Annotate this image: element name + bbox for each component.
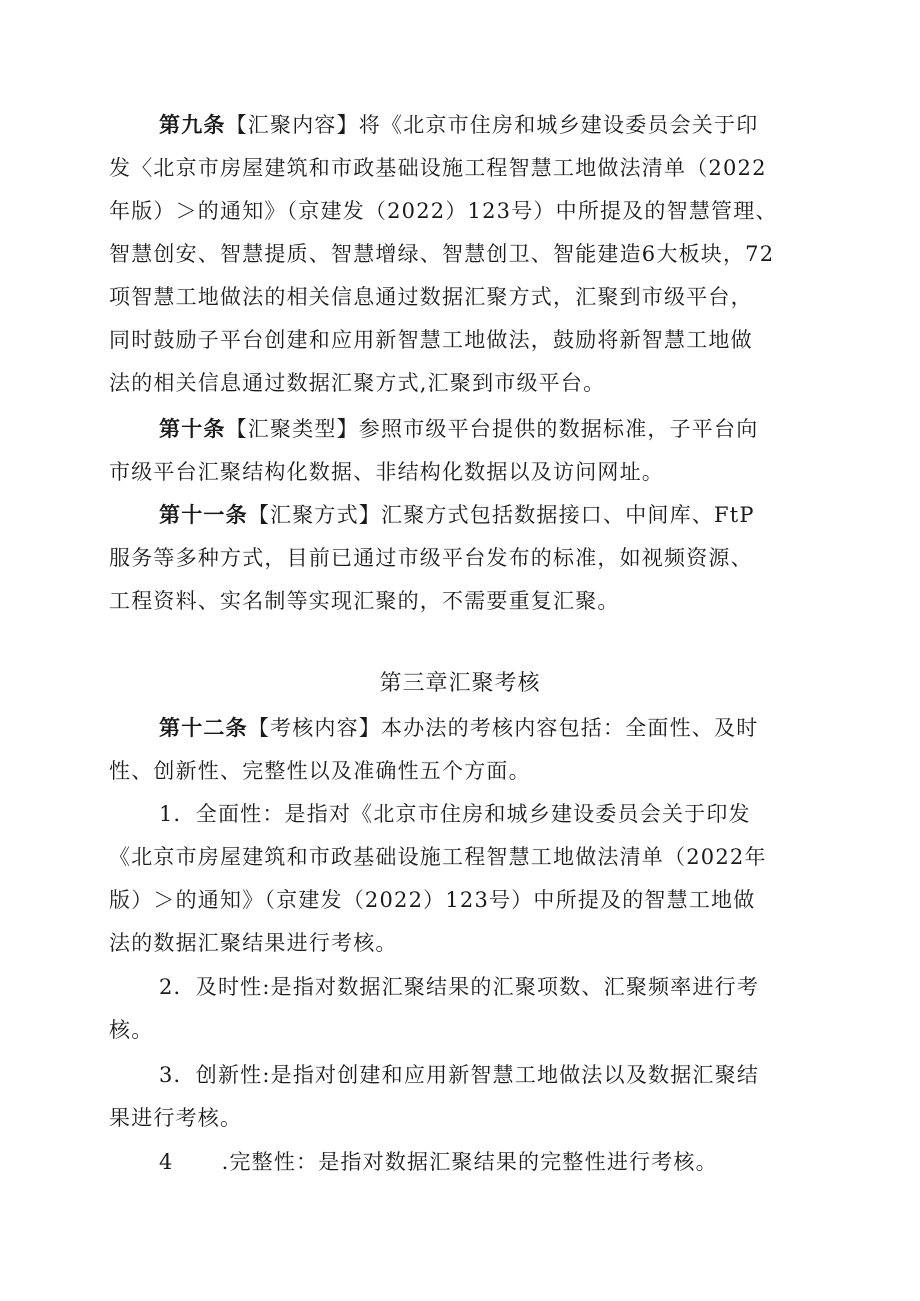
- article-10-line-2: 市级平台汇聚结构化数据、非结构化数据以及访问网址。: [109, 460, 664, 484]
- item-4-number: 4: [159, 1150, 174, 1174]
- article-10: [109, 408, 799, 494]
- item-1-line-1: 1．全面性：是指对《北京市住房和城乡建设委员会关于印发: [159, 802, 751, 826]
- article-9-line-3: 年版）＞的通知》（京建发（2022）123号）中所提及的智慧管理、: [109, 199, 778, 223]
- article-12-line-1: 第十二条【考核内容】本办法的考核内容包括：全面性、及时: [159, 716, 759, 740]
- article-11-lead: 第十一条: [159, 503, 248, 527]
- item-4: [109, 1141, 799, 1184]
- item-4-text: .完整性：是指对数据汇聚结果的完整性进行考核。: [221, 1150, 718, 1174]
- article-10-lead: 第十条: [159, 417, 226, 441]
- article-12-line-2: 性、创新性、完整性以及准确性五个方面。: [109, 759, 531, 783]
- item-2-line-1: 2．及时性:是指对数据汇聚结果的汇聚项数、汇聚频率进行考: [159, 975, 760, 999]
- article-9-line-2: 发〈北京市房屋建筑和市政基础设施工程智慧工地做法清单（2022: [109, 156, 767, 180]
- article-11-line-1: 第十一条【汇聚方式】汇聚方式包括数据接口、中间库、FtP: [159, 503, 755, 527]
- article-11-line-2: 服务等多种方式，目前已通过市级平台发布的标准，如视频资源、: [109, 546, 753, 570]
- item-3-line-2: 果进行考核。: [109, 1106, 243, 1130]
- article-12: [109, 707, 799, 793]
- item-1-line-3: 版）＞的通知》（京建发（2022）123号）中所提及的智慧工地做: [109, 888, 756, 912]
- article-9: [109, 104, 799, 405]
- article-12-lead: 第十二条: [159, 716, 248, 740]
- item-1-line-4: 法的数据汇聚结果进行考核。: [109, 931, 398, 955]
- article-9-line-4: 智慧创安、智慧提质、智慧增绿、智慧创卫、智能建造6大板块，72: [109, 242, 775, 266]
- article-9-line-7: 法的相关信息通过数据汇聚方式,汇聚到市级平台。: [109, 371, 606, 395]
- item-1-line-2: 《北京市房屋建筑和市政基础设施工程智慧工地做法清单（2022年: [109, 845, 767, 869]
- item-4-line-1: [109, 1141, 799, 1184]
- chapter-3-title: 第三章汇聚考核: [379, 671, 541, 696]
- article-11-line-3: 工程资料、实名制等实现汇聚的，不需要重复汇聚。: [109, 589, 620, 613]
- article-11: [109, 494, 799, 623]
- article-9-line-6: 同时鼓励子平台创建和应用新智慧工地做法，鼓励将新智慧工地做: [109, 328, 753, 352]
- article-9-line-5: 项智慧工地做法的相关信息通过数据汇聚方式，汇聚到市级平台，: [109, 285, 753, 309]
- article-9-line-1: 第九条【汇聚内容】将《北京市住房和城乡建设委员会关于印: [159, 113, 759, 137]
- item-3-line-1: 3．创新性:是指对创建和应用新智慧工地做法以及数据汇聚结: [159, 1063, 760, 1087]
- article-9-lead: 第九条: [159, 113, 226, 137]
- item-2: [109, 966, 799, 1052]
- item-1: [109, 793, 799, 965]
- item-3: [109, 1054, 799, 1140]
- article-10-line-1: 第十条【汇聚类型】参照市级平台提供的数据标准，子平台向: [159, 417, 759, 441]
- item-2-line-2: 核。: [109, 1018, 154, 1042]
